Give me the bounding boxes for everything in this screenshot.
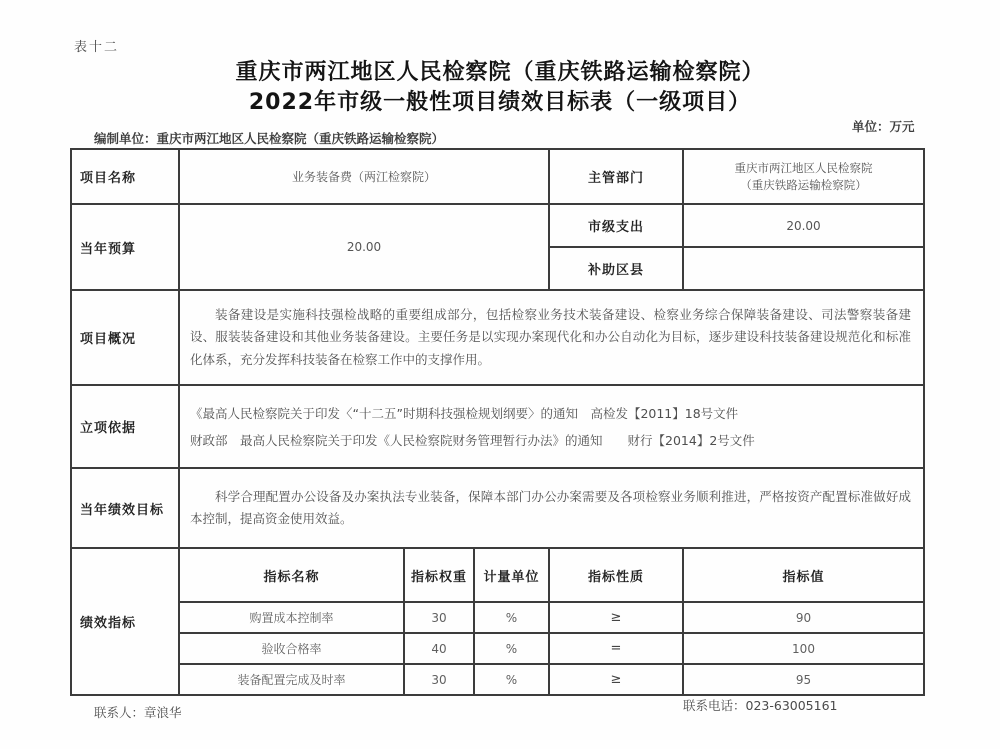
contact-phone: 联系电话：023-63005161 xyxy=(683,698,838,713)
annual-budget-label: 当年预算 xyxy=(71,204,179,290)
indicator-nature: = xyxy=(549,633,683,664)
basis-line-1: 《最高人民检察院关于印发〈“十二五”时期科技强检规划纲要〉的通知 高检发【2011】18号文件 xyxy=(190,406,739,421)
supervisor-label: 主管部门 xyxy=(549,149,683,204)
annual-target-cell xyxy=(179,468,924,548)
indicator-row xyxy=(71,664,924,695)
indicator-header-weight: 指标权重 xyxy=(404,548,474,602)
indicator-weight: 30 xyxy=(404,602,474,633)
supervisor-value-line2: （重庆铁路运输检察院） xyxy=(740,177,867,192)
overview-label: 项目概况 xyxy=(71,290,179,385)
indicator-unit: % xyxy=(474,602,549,633)
indicators-label: 绩效指标 xyxy=(71,548,179,695)
city-expense-label: 市级支出 xyxy=(549,204,683,247)
indicator-weight: 40 xyxy=(404,633,474,664)
indicator-unit: % xyxy=(474,664,549,695)
indicator-header-name: 指标名称 xyxy=(179,548,404,602)
indicator-value: 90 xyxy=(683,602,924,633)
subsidy-district-label: 补助区县 xyxy=(549,247,683,290)
unit-note: 单位：万元 xyxy=(852,119,915,134)
indicator-weight: 30 xyxy=(404,664,474,695)
indicator-row xyxy=(71,633,924,664)
city-expense-value: 20.00 xyxy=(683,204,924,247)
indicator-name: 购置成本控制率 xyxy=(179,602,404,633)
overview-text: 装备建设是实施科技强检战略的重要组成部分，包括检察业务技术装备建设、检察业务综合保障装备建设、司法警察装备建设、服装装备建设和其他业务装备建设。主要任务是以实现办案现代化和办公自动化为目标，逐步建设科技装备建设规范化和标准化体系，充分发挥科技装备在检察工作中的支撑作用。 xyxy=(190,307,911,367)
annual-target-label: 当年绩效目标 xyxy=(71,468,179,548)
title-line-1: 重庆市两江地区人民检察院（重庆铁路运输检察院） xyxy=(235,60,765,85)
prepared-by-line: 编制单位：重庆市两江地区人民检察院（重庆铁路运输检察院） xyxy=(94,131,445,146)
basis-line-2: 财政部 最高人民检察院关于印发《人民检察院财务管理暂行办法》的通知 财行【2014】2号文件 xyxy=(190,433,755,448)
basis-cell xyxy=(179,385,924,468)
supervisor-value xyxy=(683,149,924,204)
title-line-2: 2022年市级一般性项目绩效目标表（一级项目） xyxy=(248,90,752,115)
indicator-nature: ≥ xyxy=(549,664,683,695)
indicator-name: 验收合格率 xyxy=(179,633,404,664)
document-title xyxy=(0,58,1000,118)
indicator-value: 95 xyxy=(683,664,924,695)
supervisor-value-line1: 重庆市两江地区人民检察院 xyxy=(734,160,873,175)
project-name-value: 业务装备费（两江检察院） xyxy=(179,149,549,204)
contact-person: 联系人：章浪华 xyxy=(94,705,182,720)
overview-cell xyxy=(179,290,924,385)
indicator-header-nature: 指标性质 xyxy=(549,548,683,602)
indicator-name: 装备配置完成及时率 xyxy=(179,664,404,695)
indicator-header-value: 指标值 xyxy=(683,548,924,602)
subsidy-district-value xyxy=(683,247,924,290)
indicator-row xyxy=(71,602,924,633)
indicator-value: 100 xyxy=(683,633,924,664)
basis-label: 立项依据 xyxy=(71,385,179,468)
annual-budget-value: 20.00 xyxy=(179,204,549,290)
indicator-header-unit: 计量单位 xyxy=(474,548,549,602)
indicator-unit: % xyxy=(474,633,549,664)
table-number-note: 表十二 xyxy=(74,40,120,55)
indicator-nature: ≥ xyxy=(549,602,683,633)
performance-target-table xyxy=(70,148,925,696)
project-name-label: 项目名称 xyxy=(71,149,179,204)
annual-target-text: 科学合理配置办公设备及办案执法专业装备，保障本部门办公办案需要及各项检察业务顺利推进，严格按资产配置标准做好成本控制，提高资金使用效益。 xyxy=(190,488,911,526)
